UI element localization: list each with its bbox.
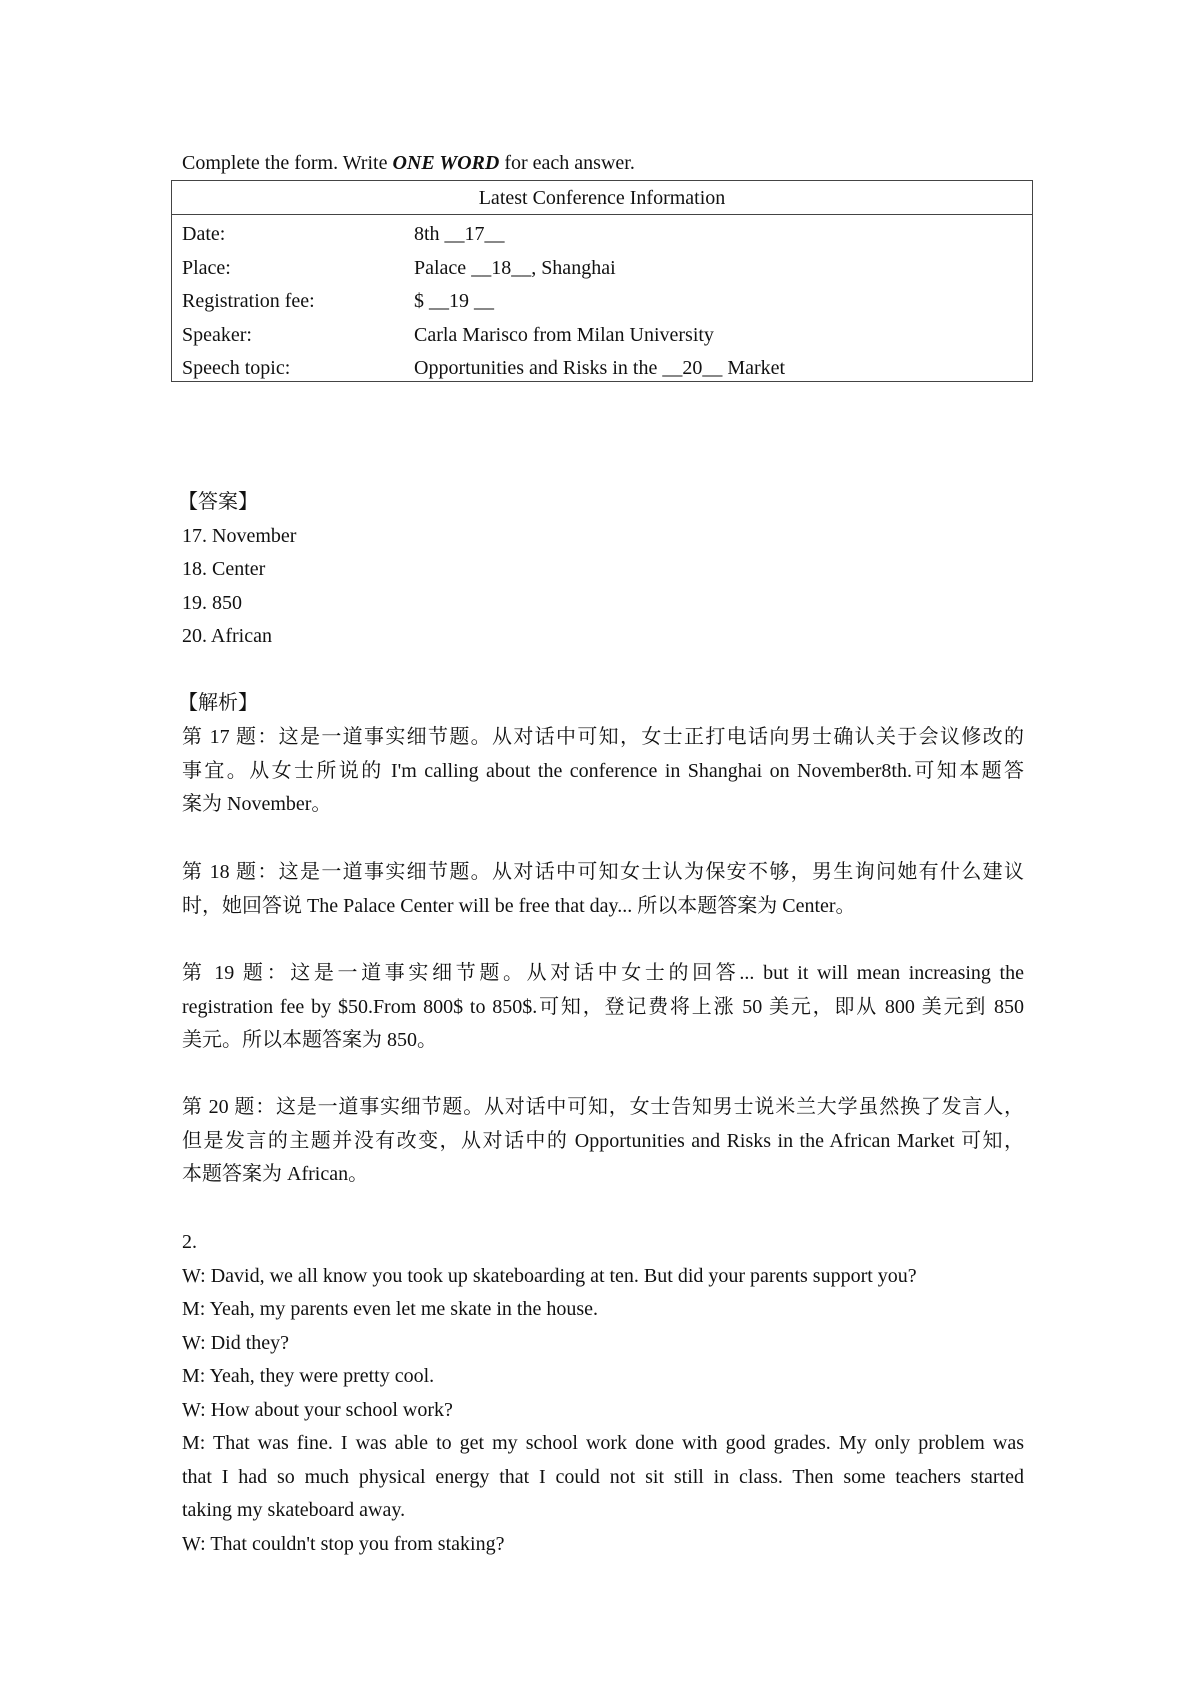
analysis-line: 第 17 题：这是一道事实细节题。从对话中可知，女士正打电话向男士确认关于会议修改的 (182, 726, 1024, 748)
form-label: Registration fee: (182, 290, 315, 312)
instructions (182, 150, 635, 176)
form-value: Palace __18__, Shanghai (414, 257, 616, 279)
form-title: Latest Conference Information (172, 181, 1032, 215)
dialogue-section (182, 1226, 1024, 1561)
analysis-line: 第 20 题：这是一道事实细节题。从对话中可知，女士告知男士说米兰大学虽然换了发言人， (182, 1096, 1024, 1118)
answer-item: 18. Center (182, 558, 266, 580)
analysis-heading: 【解析】 (178, 692, 258, 714)
form-label: Speaker: (182, 324, 252, 346)
analysis-line: 时，她回答说 The Palace Center will be free that day... 所以本题答案为 Center。 (182, 894, 856, 917)
analysis-line: 第 18 题：这是一道事实细节题。从对话中可知女士认为保安不够，男生询问她有什么建议 (182, 861, 1024, 883)
form-value: Carla Marisco from Milan University (414, 324, 714, 346)
analysis-line: 但是发言的主题并没有改变，从对话中的 Opportunities and Risks in the African Market 可知， (182, 1129, 1024, 1152)
analysis-line: 案为 November。 (182, 793, 332, 815)
analysis-line: registration fee by $50.From 800$ to 850$.可知，登记费将上涨 50 美元，即从 800 美元到 850 (182, 995, 1024, 1018)
form-value: Opportunities and Risks in the __20__ Market (414, 357, 786, 379)
analysis-line: 第 19 题：这是一道事实细节题。从对话中女士的回答... but it will mean increasing the (182, 962, 1024, 984)
dialogue-line: W: How about your school work? (182, 1398, 453, 1421)
analysis-line: 本题答案为 African。 (182, 1163, 369, 1185)
dialogue-line: W: That couldn't stop you from staking? (182, 1532, 505, 1555)
dialogue-line: M: That was fine. I was able to get my school work done with good grades. My only problem was (182, 1432, 1024, 1454)
answers-heading: 【答案】 (178, 491, 258, 513)
dialogue-line: W: Did they? (182, 1331, 290, 1354)
form-label: Place: (182, 257, 231, 279)
conference-form (171, 180, 1033, 382)
analysis-section (178, 687, 1024, 721)
form-value: $ __19 __ (414, 290, 494, 312)
dialogue-line: M: Yeah, my parents even let me skate in the house. (182, 1298, 599, 1320)
analysis-paragraph-20 (182, 1091, 1024, 1192)
answer-item: 20. African (182, 625, 272, 647)
answer-item: 19. 850 (182, 591, 242, 614)
dialogue-line: M: Yeah, they were pretty cool. (182, 1365, 435, 1387)
question-number: 2. (182, 1231, 197, 1253)
dialogue-line: W: David, we all know you took up skateboarding at ten. But did your parents support you? (182, 1264, 917, 1287)
form-label: Speech topic: (182, 357, 291, 379)
analysis-line: 美元。所以本题答案为 850。 (182, 1029, 437, 1051)
dialogue-line: that I had so much physical energy that I could not sit still in class. Then some teachers started (182, 1465, 1024, 1488)
answer-item: 17. November (182, 524, 297, 547)
analysis-paragraph-18 (182, 856, 1024, 923)
answers-section (178, 486, 1024, 654)
instructions-text-end: for each answer. (499, 152, 635, 174)
analysis-paragraph-19 (182, 957, 1024, 1058)
analysis-line: 事宜。从女士所说的 I'm calling about the conference in Shanghai on November8th.可知本题答 (182, 759, 1024, 782)
dialogue-line: taking my skateboard away. (182, 1499, 406, 1521)
instructions-text: Complete the form. Write (182, 152, 393, 174)
analysis-paragraph-17 (182, 721, 1024, 822)
form-label: Date: (182, 223, 226, 245)
form-value: 8th __17__ (414, 223, 505, 245)
instructions-emphasis: ONE WORD (392, 152, 500, 174)
